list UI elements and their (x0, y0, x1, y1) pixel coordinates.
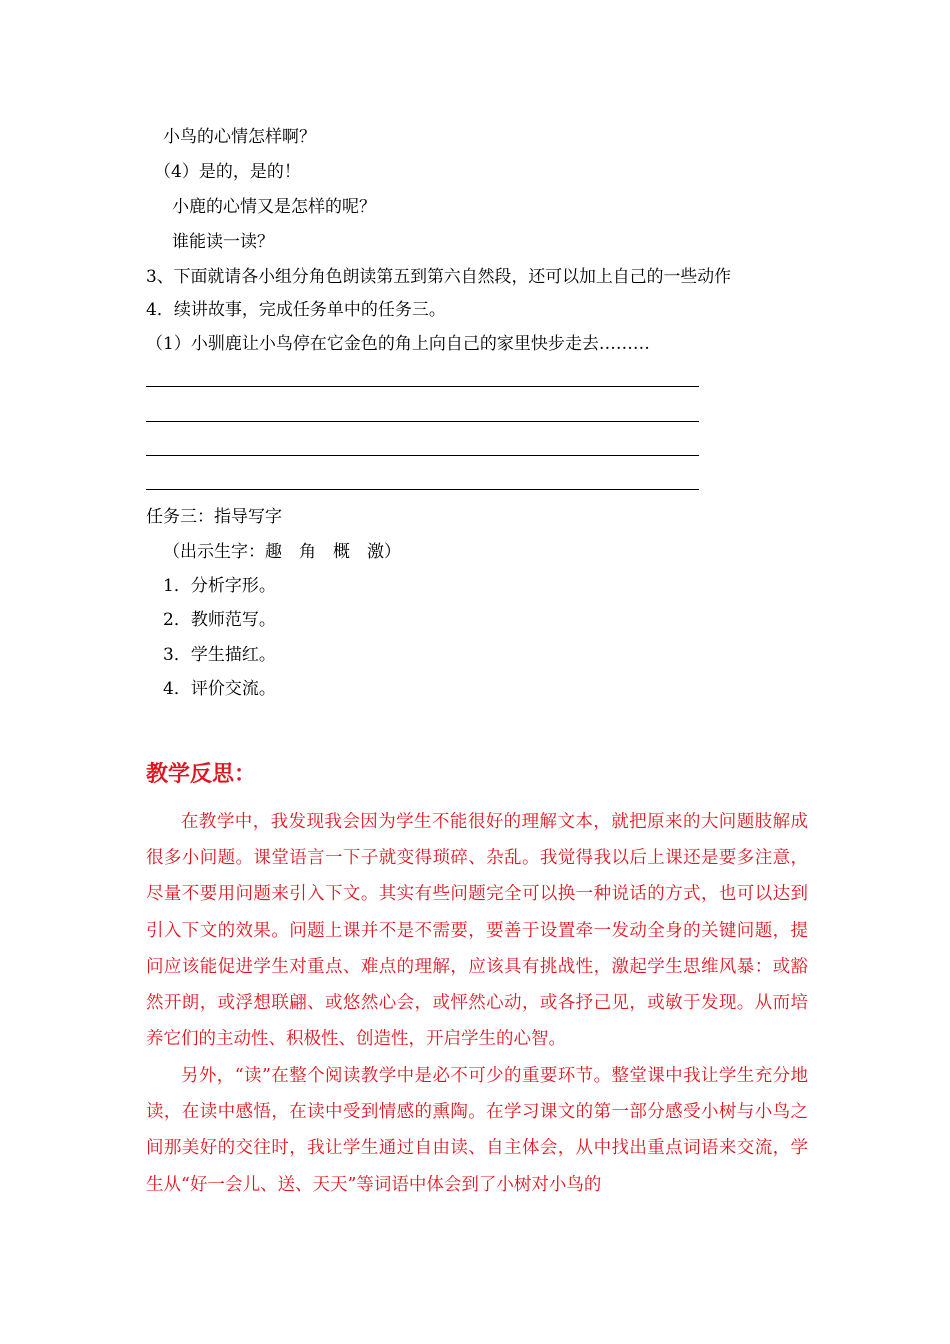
text-line: （4）是的，是的！ (154, 162, 301, 182)
text-line: 小鸟的心情怎样啊？ (163, 127, 316, 147)
reflection-paragraph: 在教学中，我发现我会因为学生不能很好的理解文本，就把原来的大问题肢解成很多小问题。课堂语言一下子就变得琐碎、杂乱。我觉得我以后上课还是要多注意，尽量不要用问题来引入下文。其实有些问题完全可以换一种说话的方式，也可以达到引入下文的效果。问题上课并不是不需要，要善于设置牵一发动全身的关键问题，提问应该能促进学生对重点、难点的理解，应该具有挑战性，激起学生思维风暴：或豁然开朗，或浮想联翩、或悠然心会，或怦然心动，或各抒己见，或敏于发现。从而培养它们的主动性、积极性、创造性，开启学生的心智。 (146, 812, 808, 1050)
text-line: 小鹿的心情又是怎样的呢？ (172, 197, 376, 217)
task3-characters: （出示生字：趣 角 概 激） (163, 542, 401, 562)
answer-line[interactable] (146, 421, 699, 422)
text-line: 3、下面就请各小组分角色朗读第五到第六自然段，还可以加上自己的一些动作 (146, 266, 732, 286)
text-line: （1）小驯鹿让小鸟停在它金色的角上向自己的家里快步走去……… (146, 334, 650, 354)
reflection-heading: 教学反思： (146, 761, 257, 787)
answer-line[interactable] (146, 455, 699, 456)
answer-line[interactable] (146, 386, 699, 387)
task3-step: 4．评价交流。 (163, 679, 276, 699)
task3-step: 2．教师范写。 (163, 610, 276, 630)
reflection-paragraph: 另外，“读”在整个阅读教学中是必不可少的重要环节。整堂课中我让学生充分地读，在读中感悟，在读中受到情感的熏陶。在学习课文的第一部分感受小树与小鸟之间那美好的交往时，我让学生通过自由读、自主体会，从中找出重点词语来交流，学生从“好一会儿、送、天天”等词语中体会到了小树对小鸟的 (146, 1066, 808, 1195)
text-line: 4．续讲故事，完成任务单中的任务三。 (146, 300, 446, 320)
text-line: 谁能读一读？ (172, 232, 274, 252)
task3-step: 3．学生描红。 (163, 645, 276, 665)
task3-title: 任务三：指导写字 (146, 507, 282, 527)
task3-step: 1．分析字形。 (163, 576, 276, 596)
answer-line[interactable] (146, 489, 699, 490)
